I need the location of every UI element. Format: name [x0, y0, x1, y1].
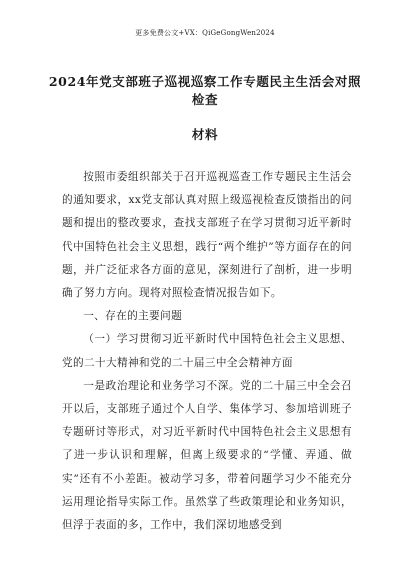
subsection-heading: （一）学习贯彻习近平新时代中国特色社会主义思想、党的二十大精神和党的二十届三中全会精神方面 [62, 333, 352, 369]
document-title: 2024年党支部班子巡视巡察工作专题民主生活会对照检查 [48, 74, 362, 107]
document-title-continuation: 材料 [191, 127, 219, 142]
section-heading: 一、存在的主要问题 [83, 310, 183, 323]
document-body [62, 166, 352, 537]
header-note: 更多免费公文+VX：QiGeGongWen2024 [135, 29, 275, 37]
body-paragraph: 一是政治理论和业务学习不深。党的二十届三中全会召开以后，支部班子通过个人自学、集体学习、参加培训班子专题研讨等形式，对习近平新时代中国特色社会主义思想有了进一步认识和理解，但离上级要求的“学懂、弄通、做实”还有不小差距。被动学习多，带着问题学习少不能充分运用理论指导实际工作。虽然掌了些政策理论和业务知识，但浮于表面的多，工作中，我们深切地感受到 [62, 379, 352, 532]
body-paragraph-intro: 按照市委组织部关于召开巡视巡查工作专题民主生活会的通知要求，xx党支部认真对照上级巡视检查反馈指出的问题和提出的整改要求，查找支部班子在学习贯彻习近平新时代中国特色社会主义思想，践行“两个维护”等方面存在的问题，并广泛征求各方面的意见，深刻进行了剖析，进一步明确了努力方向。现将对照检查情况报告如下。 [62, 171, 352, 300]
